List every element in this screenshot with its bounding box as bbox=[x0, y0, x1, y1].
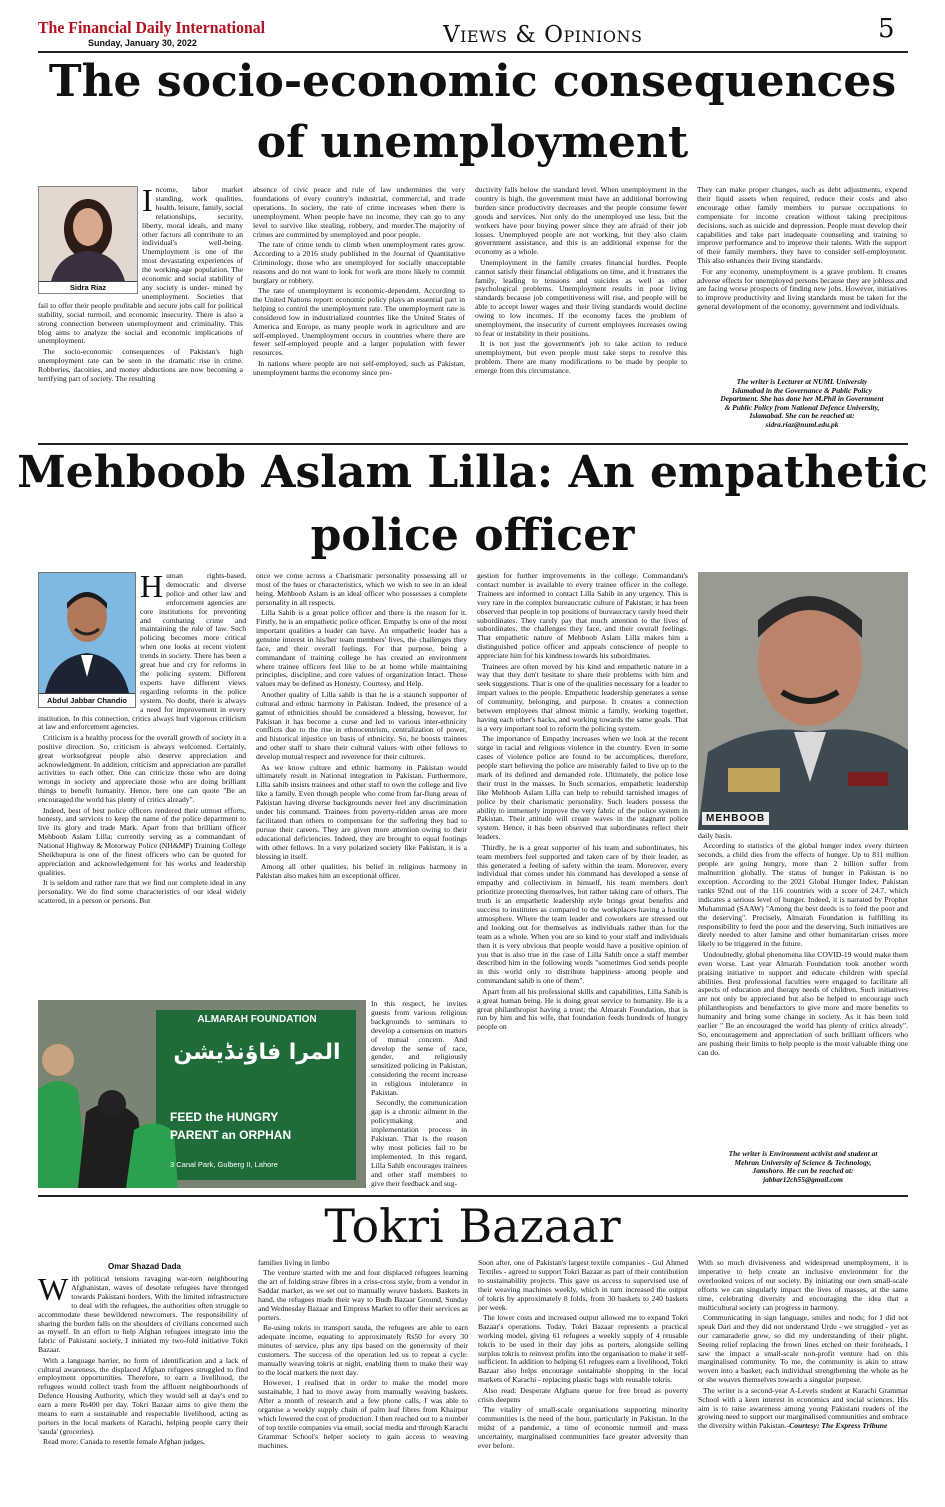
article1-col3-p1: ductivity falls below the standard level. When unemployment in the country is high, the government must have an additional borrowing burden since productivity decreases and the people consume fewer goods and services. Not only do the unemployed use less, but the workers have poor buying power since they are afraid of their job losses. Unemployed people are not working, but they also claim government assistance, and this is an additional expense for the economy as a whole. bbox=[475, 186, 687, 257]
article1-col3-p3: It is not just the government's job to take action to reduce unemployment, but even people must take steps to resolve this problem. There are many modifications to be made by people to emerge from this circumstance. bbox=[475, 339, 687, 376]
article3-col2-p2: The venture started with me and four displaced refugees learning the art of folding straw fibres in a criss-cross style, from a vendor in Saddar market, as we set out to manually weave baskets. Baskets in hand, the refugees made their way to Budh Bazaar Ground, Sunday and Wednesday Bazaar and Empress Market to offer their services as porters. bbox=[258, 1268, 468, 1322]
article3-column-1 bbox=[38, 1275, 248, 1503]
article3-col1-p2: With a language barrier, no form of identification and a lack of cultural awareness, the displaced Afghan refugees struggled to find employment opportunities. Therefore, to earn a livelihood, the refugees would collect trash from the affluent neighbourhoods of Defence Housing Authority, which they would sell at day's end to earn a mere Rs400 per day. Tokri Bazaar aims to give them the means to earn a sustainable and respectable livelihood, acting as porters in the local markets of Karachi, helping people carry their 'sauda' (groceries). bbox=[38, 1355, 248, 1436]
issue-date: Sunday, January 30, 2022 bbox=[88, 38, 197, 48]
article2-headline-line2: police officer bbox=[310, 510, 635, 561]
page-number: 5 bbox=[878, 14, 895, 44]
article2-col2-p5: Among all other qualities, his belief in religious harmony in Pakistan also makes him an exceptional officer. bbox=[256, 862, 467, 880]
masthead-rule bbox=[38, 51, 908, 53]
article1-column-2 bbox=[253, 186, 465, 438]
paper-name: The Financial Daily International bbox=[38, 18, 266, 37]
article1-headline-line1: The socio-economic consequences bbox=[48, 56, 897, 107]
article3-col3-p3: Also read: Desperate Afghans queue for free bread as poverty crisis deepens bbox=[478, 1385, 688, 1404]
article2-col1-wrap: uman rights-based, democratic and diverse police and other law and enforcement agencies are core institutions for preventing and combating crime and maintaining the rule of law. Such policing becomes more critical when one looks at recent violent trends in society. There has been a great hue and cry for reforms in bbox=[140, 572, 246, 670]
article1-author-bio: The writer is Lecturer at NUML University Islamabad in the Governance & Public Policy Department. She has done her M.Phil in Government & Public Policy from National Defence University, Islamabad. She can be reached at: sidra.riaz@numl.edu.pk bbox=[720, 377, 884, 429]
article2-dropcap: H bbox=[140, 572, 164, 604]
article3-col2-p4: However, I realised that in order to make the model more sustainable, I had to move away from manually weaving baskets. After a month of research and a few phone calls, I was able to organise a weekly supply chain of palm leaf fibres from Khairpur which lowered the cost of production. I then reached out to a number of top textile companies via email, social media and through Karachi Grammar School's helper society to gain access to weaving machines. bbox=[258, 1378, 468, 1450]
article1-column-3 bbox=[475, 186, 687, 438]
banner-line-feed: FEED the HUNGRY bbox=[170, 1110, 279, 1124]
article3-byline: Omar Shazad Dada bbox=[108, 1262, 181, 1271]
article1-author-caption: Sidra Riaz bbox=[39, 281, 137, 294]
article1-col1-wrap: ncome, labor market standing, work qualities, health, leisure, family, social relationships, security, liberty, moral ideals, and many other factors all contribute to an individual's well-being. Unemployment is one of the most devastating experiences of the working-age population. The economic and social stability of any society is under- bbox=[142, 186, 243, 292]
article2-col4-p3: Undoubtedly, global phenomena like COVID-19 would make them even worse. Last year Almarah Foundation took another worth praising initiative to support and educate children with special abilities. Best professional faculties were engaged to facilitate all aspects of education and therapy needs of children. Such initiatives are not only be appreciated but also be helped to encourage such philanthropists and benefactors to give more and more benefits to humanity and bring some change in society. As it has been told earlier " Be an encouraged the world has plenty of critics already". So, encouragement and appreciation of such brilliant officers who are pushing their limits to help people is the most valuable thing one can do. bbox=[698, 949, 908, 1057]
article3-col4-p3: The writer is a second-year A-Levels student at Karachi Grammar School with a keen interest in economics and social sciences. His aim is to raise awareness among young Pakistani readers of the growing need to support our marginalised communities and embrace the diversity within Pakistan. bbox=[698, 1385, 908, 1431]
article1-col4-p2: For any economy, unemployment is a grave problem. It creates adverse effects for unemployed persons because they are jobless and are facing worse prospects of finding new jobs. However, initiatives to improve productivity and living standards must be taken for the general development of the economy, government and individuals. bbox=[697, 266, 907, 312]
officer-photo bbox=[698, 572, 908, 830]
banner-line-parent: PARENT an ORPHAN bbox=[170, 1128, 292, 1142]
article1-col2-p2: The rate of crime tends to climb when unemployment rates grow. According to a 2016 study published in the Journal of Quantitative Criminology, those who are unemployed for socially unacceptable reasons and do not want to look for work are more likely to commit burglary or robbery. bbox=[253, 239, 465, 285]
article2-author-bio: The writer is Environment activist and student at Mehran University of Science & Technology, Jamshoro. He can be reached at: jabbar12ch55@gmail.com bbox=[728, 1149, 878, 1184]
article1-col4-p1: They can make proper changes, such as debt adjustments, expend their liquid assets when required, reduce their costs and also encourage other family members to pursue occupations to compensate for income creation without taking precipitous decisions, such as suicide and depression. People must develop their capabilities and take part inadequate counseling and training to improve performance and to improve their talents. With the support of their family members, they have to consider self-employment. This also enhances their living standards. bbox=[697, 186, 907, 266]
article3-column-4 bbox=[698, 1259, 908, 1503]
article1-column-1 bbox=[38, 186, 243, 438]
banner-address: 3 Canal Park, Gulberg II, Lahore bbox=[170, 1160, 278, 1169]
article2-col3-p2: Trainees are often moved by his kind and empathetic nature in a way that they don't hesitate to share their problems with him and seek suggestions. That is one of the qualities necessary for a leader to impart values to the people. Empathetic leadership generates a sense of community, belonging, and purpose. It creates a connection between employees that almost mimic a family, working together, having each other's backs, and working towards the same goals. That is a very important tool to reform the policing system. bbox=[477, 661, 688, 733]
article1-col1-rest: mined by unemployment. Societies that fail to offer their people profitable and secure jobs call for political stability, social turmoil, and economic insecurity. There is also a strong connection between unemployment and criminality. This blog aims to analyze the social and economic implications of unemployment. bbox=[38, 282, 243, 346]
article2-col3-p4: Thirdly, he is a great supporter of his team and subordinates, his team members feel supported and taken care of by their leader, as this generated a feeling of safety within the team. Moreover, every individual that comes under his command has developed a sense of empathy and collectivism in himself, his team members don't prioritize protecting themselves, but rather taking care of others. The truth is an empathetic leadership style brings great benefits and success to institutes as compared to the workplaces having a hostile atmosphere. Where the team leader and coworkers are stressed out and looking out for themselves as individuals rather than for the team as a whole. When you are so kind to your staff and individuals then it is very obvious that people would have a positive opinion of you that is also true in the case of Lilla Sahib once a staff member described him in the following words "sometimes God sends people in this world only to distribute happiness among people and commandant sahib is one of them". bbox=[477, 842, 688, 986]
article2-column-2-top bbox=[256, 572, 467, 998]
article2-col2-wrap2: Secondly, the communication gap is a chronic ailment in the policymaking and implementation process in Pakistan. That is the reason why most policies fail to be implemented. In this regard, Lilla Sahib encourages trainees and other staff members to give their feedback and sug- bbox=[371, 1098, 467, 1188]
article1-col3-p2: Unemployment in the family creates financial hurdles. People cannot satisfy their financial obligations on time, and it frustrates the family, leading to tensions and suicides as well as other psychological problems. Unemployment results in poor living standards because job competitiveness will rise, and people will be able to accept lower wages and their living standards would decline owing to low incomes. If the economy faces the problem of unemployment, the insecurity of current employees increases owing to fear or instability in their positions. bbox=[475, 257, 687, 338]
article2-col2-p1: once we come across a Charismatic personality possessing all or most of the hues or characteristics, which we wish to see in an ideal being. Mehboob Aslam is an ideal officer who possesses a complete personality in all respects. bbox=[256, 572, 467, 607]
article2-col2-wrap: In this respect, he invites guests from various religious backgrounds to seminars to develop a consensus on matters of mutual concern. And develop the sense of race, gender, and religiously sensitized policing in Pakistan, considering the recent increase in religious intolerance in Pakistan. bbox=[371, 1000, 467, 1098]
article3-col3-p1: Soon after, one of Pakistan's largest textile companies - Gul Ahmed Textiles - agreed to support Tokri Bazaar as part of their contribution to sustainability projects. This gave us access to supervised use of their weaving machines weekly, which in turn increased the output of tokris by approximately 8 folds, from 30 baskets to 240 baskets per week. bbox=[478, 1259, 688, 1312]
officer-name-badge: MEHBOOB bbox=[702, 812, 769, 825]
article1-col2-p1: absence of civic peace and rule of law undermines the very foundations of every country's industrial, commercial, and trade operations. In society, the rate of crime increases when there is unemployment. When people have no income, they can go to any level to survive like stealing, robbery, and murder.The majority of crimes are committed by unemployed and poor people. bbox=[253, 186, 465, 239]
article3-headline: Tokri Bazaar bbox=[324, 1199, 621, 1253]
article2-headline-line1: Mehboob Aslam Lilla: An empathetic bbox=[17, 447, 928, 498]
article2-col2-p4: As we know culture and ethnic harmony in Pakistan would ultimately result in National integration in Pakistan. Furthermore, Lilla sahib insists trainees and other staff to own the college and live like a family. Even though people who come from far-flung areas of Pakistan having diverse backgrounds never feel any discrimination under his command. Trainees from poverty-ridden areas are more facilitated than others to compensate for the suffering they had to pursue their careers. They are given more attention owing to their educational deficiencies. Indeed, they are brought to equal footings with other fellows. In a very polarized society like Pakistan, it is a blessing in itself. bbox=[256, 762, 467, 861]
article2-author-caption: Abdul Jabbar Chandio bbox=[39, 693, 135, 708]
banner-urdu: المرا فاؤنڈیشن bbox=[173, 1040, 341, 1065]
article2-col4-p2: According to statistics of the global hunger index every thirteen seconds, a child dies from the effects of hunger. Up to 811 million people are going hungry, more than 2 billion suffer from malnutrition globally. The status of hunger in Pakistan is no exception. According to the 2021 Global Hunger Index, Pakistan ranks 92nd out of the 116 countries with a score of 24.7, which indicates a serious level of hunger. Indeed, it is narrated by Prophet Muhammad (SAAW) "Among the best deeds is to feed the poor and the deserving". Precisely, Almarah Foundation is fulfilling its responsibility to feed the poor and the deserving. Such initiatives are direly needed to alter famine and other humanitarian crises more likely to be triggered in the future. bbox=[698, 841, 908, 949]
article3-col3-p2: The lower costs and increased output allowed me to expand Tokri Bazaar's operations. Today, Tokri Bazaar represents a practical working model, giving 61 refugees a weekly supply of 4 reusable tokris to be used in their day jobs as porters, alongside selling surplus tokris to reinvest profits into the organisation to make it self-sufficient. In addition to helping 61 refugees earn a livelihood, Tokri Bazaar also helps encourage sustainable shopping in the local markets of Karachi - replacing plastic bags with reusable tokris. bbox=[478, 1312, 688, 1385]
article3-col4-p1: With so much divisiveness and widespread unemployment, it is imperative to help create an inclusive environment for the overlooked voices of our society. By initiating our own small-scale efforts we can singularly impact the lives of masses, at the same time, celebrating diversity and encouraging the idea that a multicultural society can progress in harmony. bbox=[698, 1259, 908, 1312]
article2-col3-p3: The importance of Empathy increases when we look at the recent surge in racial and religious violence in the country. Even in some cases of violence police are found to be accomplices, therefore, people start believing the police are miserably failed to live up to the mark of its defined and demanded role. Ultimately, the police lose their trust in the masses. In Such scenarios, empathetic leadership like Mehboob Aslam Lilla can help to rebuild tarnished images of police by their charismatic personality. Such leaders possess the ability to immensely improve the very fabric of the police system in Pakistan. Their attitude will create waves in the stagnant police system. Hence, it has been observed that subordinates reflect their leaders. bbox=[477, 734, 688, 842]
article3-col4-p2: Communicating in sign language, smiles and nods; for I did not speak Dari and they did not understand Urdu - we struggled - yet as our camaraderie grew, so did my understanding of their plight. Seeing relief replacing the frown lines etched on their foreheads, I saw the impact a small-scale non-profit venture had on this marginalised community. To me, the community is akin to straw woven into a basket; each individual strengthening the whole as he or she weaves themselves towards a singular purpose. bbox=[698, 1312, 908, 1385]
article3-dropcap: W bbox=[38, 1275, 69, 1307]
article2-col4-p1: daily basis. bbox=[698, 832, 733, 840]
section-title: Views & Opinions bbox=[443, 22, 643, 48]
article3-courtesy: -Courtesy: The Express Tribune bbox=[786, 1421, 888, 1431]
article2-col3-p1: gestion for further improvements in the college. Commandant's contact number is available to every trainee officer in the college. Trainees are informed to contact Lilla Sahib in any urgency. This is very rare in the complex bureaucratic culture of Pakistan; it has been observed that people in top positions of bureaucracy rarely heed their subordinates. They rarely pay that much attention to the lives of subordinates, the challenges they face, and their overall feelings. That empathetic nature of Mehboob Aslam Lilla makes him a distinguished police officer and appeals conscience of people to appreciate him for his kindness towards his subordinates. bbox=[477, 572, 688, 661]
article1-col1-p2: The socio-economic consequences of Pakistan's high unemployment rate can be seen in the dramatic rise in crime. Robberies, dacoities, and money abductions are now becoming a terrifying part of society. The resulting bbox=[38, 346, 243, 383]
banner-title: ALMARAH FOUNDATION bbox=[197, 1014, 317, 1025]
article2-col2-p2: Lilla Sahib is a great police officer and there is the reason for it. Firstly, he is an empathetic police officer. Empathy is one of the most important qualities a leader can have. An empathetic leader has a genuine interest in his/her team members' lives, the challenges they face, and their overall feelings. For that purpose, being a commandant of training college he has created an environment where trainee officers feel like to be at home while maintaining principles, discipline, and core values of organization Intact. Those values may be defined as Honesty, Courtesy, and Help. bbox=[256, 608, 467, 689]
article1-column-4 bbox=[697, 186, 907, 368]
article2-col1-p2: Criticism is a healthy process for the overall growth of society in a positive direction. So, criticism is always welcomed. Certainly, great worksofgreat people also deserve appreciation and acknowledgment. In addition, criticism and appreciation are parallel activities to each other. One can criticize those who are doing wrongs in society and appreciate those who are doing brilliant things to benefit humanity. Hence, here one can quote "Be an encouraged the world has plenty of critics already". bbox=[38, 732, 246, 805]
article1-col2-p3: The rate of unemployment is economic-dependent. According to the United Nations report: economic policy plays an essential part in helping to control the unemployment rate. The unemployment rate is considered low in industrialized countries like the United States of America and Europe, as many people work in agriculture and are self-employed. Unemployment occurs in countries where there are fewer self-employed people and a larger population with fewer resources. bbox=[253, 285, 465, 358]
article1-col2-p4: In nations where people are not self-employed, such as Pakistan, unemployment harms the economy since pro- bbox=[253, 358, 465, 377]
article2-col1-p3: Indeed, best of best police officers rendered their utmost efforts, honesty, and services to keep the name of the police department to live its glory and trade Mark. Apart from that brilliant officer Mehboob Aslam Lilla; currently serving as a commandant of National Highway & Motorway Police (NH&MP) Training College Sheikhupura is one of the finest officers who can be quoted for appreciation and acknowledgement for his works and leadership qualities. bbox=[38, 805, 246, 877]
article1-dropcap: I bbox=[142, 186, 153, 218]
article3-column-3 bbox=[478, 1259, 688, 1503]
article2-col1-p4: It is seldom and rather rare that we find our complete ideal in any personality. We do find some characteristics of our ideal widely scattered, in a person or persons. But bbox=[38, 878, 246, 906]
officer-portrait-icon bbox=[698, 572, 908, 830]
article2-col1-rest: the policing system. Different experts have different views regarding reforms in the police system. No doubt, there is always a need for improvement in every institution. In this connection, critics always hurl vigorous criticism at law and enforcement agencies. bbox=[38, 668, 246, 732]
article3-col2-p1: families living in limbo bbox=[258, 1259, 330, 1267]
article2-column-4 bbox=[698, 832, 908, 1144]
article3-col1-p3: Read more: Canada to resettle female Afghan judges, bbox=[43, 1437, 205, 1447]
article1-headline-line2: of unemployment bbox=[256, 117, 689, 168]
article2-col3-p5: Apart from all his professional skills and capabilities, Lilla Sahib is a great human being. He is doing great service to humanity. He is a great philanthropist having a trust; the Almarah Foundation, that is run by him and his wife, that foundation feeds hundreds of hungry people on bbox=[477, 986, 688, 1032]
article3-col2-p3: Re-using tokris to transport sauda, the refugees are able to earn adequate income, equating to approximately Rs50 for every 30 minutes of service, plus any tips based on the generosity of their customers. The success of the operation led us to repeat a cycle: manually weaving tokris at night, enabling them to make their way to the local markets the next day. bbox=[258, 1323, 468, 1377]
article3-col3-p4: The vitality of small-scale organisations supporting minority communities is the need of the hour, particularly in Pakistan. In the midst of a pandemic, a time of economic turmoil and mass uncertainty, marginalised communities face greater adversity than ever before. bbox=[478, 1405, 688, 1450]
article3-column-2 bbox=[258, 1259, 468, 1503]
article2-column-1 bbox=[38, 572, 246, 994]
article2-bottom-rule bbox=[38, 1195, 908, 1197]
article2-col2-p3: Another quality of Lilla sahib is that he is a staunch supporter of cultural and ethnic harmony in Pakistan. Indeed, the presence of a gamut of ethnicities should be considered a blessing, however, for Pakistan it has become a curse and led to various inter-ethnicity conflicts due to the rise in ethnocentrism, centralization of power, and historical injustice on basis of ethnicity. So, he boosts trainees and other staff to share their cultural values with other fellows to develop mutual respect and reverence for their cultures. bbox=[256, 689, 467, 762]
article3-col1-p1: ith political tensions ravaging war-torn neighbouring Afghanistan, waves of desolate refugees have thronged towards Pakistani borders. With the limited infrastructure to deal with the refugees, the authorities often struggle to accommodate these bewildered newcomers. The responsibility of sharing the burden falls on the shoulders of civilians concerned such as myself. In an effort to help Afghan refugees integrate into the fabric of Pakistani society, I initiated my two-fold initiative Tokri Bazaar. bbox=[38, 1275, 248, 1355]
article1-bottom-rule bbox=[38, 443, 908, 445]
article2-column-3 bbox=[477, 572, 688, 1192]
article2-column-2-wrap bbox=[371, 1000, 467, 1190]
almarah-foundation-photo bbox=[38, 1000, 366, 1188]
